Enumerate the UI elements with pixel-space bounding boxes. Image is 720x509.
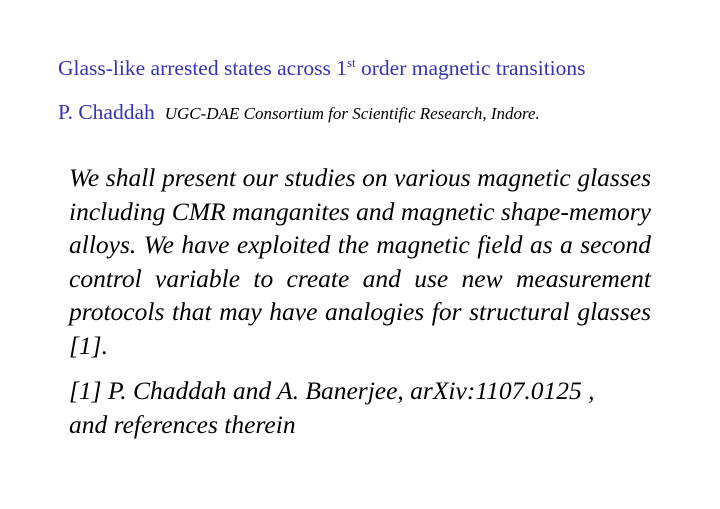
title-prefix: Glass-like arrested states across 1	[58, 56, 347, 80]
reference-line-2: and references therein	[69, 409, 296, 439]
title-suffix: order magnetic transitions	[355, 56, 586, 80]
title-superscript: st	[346, 55, 356, 70]
slide-title	[58, 54, 586, 85]
author-affiliation: UGC-DAE Consortium for Scientific Research, Indore.	[164, 104, 540, 123]
author-line	[58, 98, 540, 129]
reference-line-1: [1] P. Chaddah and A. Banerjee, arXiv:1107.0125 ,	[69, 376, 595, 405]
abstract-text: We shall present our studies on various magnetic glasses including CMR manganites and magnetic shape-memory alloys. We have exploited the magnetic field as a second control variable to create and use new measurement protocols that may have analogies for structural glasses [1].	[69, 163, 651, 360]
reference-citation	[69, 374, 669, 441]
author-name: P. Chaddah	[58, 100, 155, 124]
